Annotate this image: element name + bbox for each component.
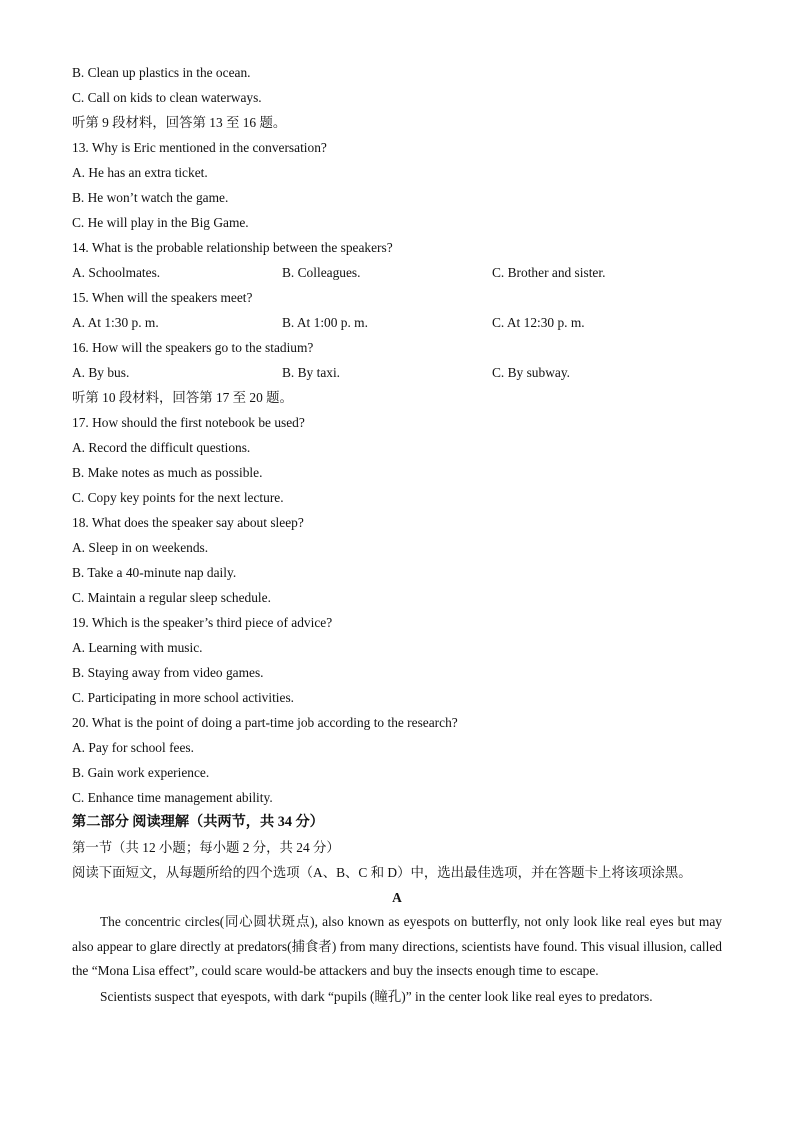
passage-paragraph: The concentric circles(同心圆状斑点), also known as eyespots on butterfly, not only look like real eyes but may also appear to glare directly at predators(捕食者) from many directions, scientists have found. This visual illusion, called the “Mona Lisa effect”, could scare would-be attackers and buy the insects enough time to escape. [72,914,722,979]
question-19: 19. Which is the speaker’s third piece of advice? [72,615,333,630]
option-line: B. Make notes as much as possible. [72,465,263,480]
section-instruction: 听第 9 段材料，回答第 13 至 16 题。 [72,115,287,130]
option-line: B. Gain work experience. [72,765,210,780]
exam-page [72,60,722,1009]
option-line: C. Call on kids to clean waterways. [72,90,262,105]
option-line: A. He has an extra ticket. [72,165,208,180]
reading-instructions: 阅读下面短文，从每题所给的四个选项（A、B、C 和 D）中，选出最佳选项，并在答题卡上将该项涂黑。 [72,865,692,880]
q14-options [72,260,722,285]
option-b: B. At 1:00 p. m. [282,315,368,330]
option-a: A. By bus. [72,365,130,380]
question-13: 13. Why is Eric mentioned in the conversation? [72,140,327,155]
option-line: C. Maintain a regular sleep schedule. [72,590,271,605]
q15-options [72,310,722,335]
option-c: C. By subway. [492,365,570,380]
option-line: C. Participating in more school activities. [72,690,295,705]
option-line: A. Sleep in on weekends. [72,540,209,555]
passage-paragraph: Scientists suspect that eyespots, with dark “pupils (瞳孔)” in the center look like real eyes to predators. [100,988,653,1004]
option-c: C. Brother and sister. [492,265,606,280]
option-line: B. Take a 40-minute nap daily. [72,565,237,580]
passage-label: A [392,890,402,905]
section-instruction: 听第 10 段材料，回答第 17 至 20 题。 [72,390,293,405]
option-line: A. Pay for school fees. [72,740,194,755]
question-17: 17. How should the first notebook be used? [72,415,305,430]
question-20: 20. What is the point of doing a part-time job according to the research? [72,715,458,730]
question-18: 18. What does the speaker say about sleep? [72,515,304,530]
option-line: B. Clean up plastics in the ocean. [72,65,251,80]
option-line: B. He won’t watch the game. [72,190,229,205]
option-line: B. Staying away from video games. [72,665,264,680]
part-two-heading: 第二部分 阅读理解（共两节，共 34 分） [72,814,324,830]
option-line: C. Enhance time management ability. [72,790,273,805]
option-line: A. Record the difficult questions. [72,440,251,455]
option-line: A. Learning with music. [72,640,203,655]
option-b: B. By taxi. [282,365,341,380]
option-line: C. He will play in the Big Game. [72,215,249,230]
question-14: 14. What is the probable relationship between the speakers? [72,240,393,255]
question-16: 16. How will the speakers go to the stadium? [72,340,314,355]
option-c: C. At 12:30 p. m. [492,315,585,330]
option-b: B. Colleagues. [282,265,361,280]
option-line: C. Copy key points for the next lecture. [72,490,284,505]
q16-options [72,360,722,385]
option-a: A. Schoolmates. [72,265,161,280]
section-one-heading: 第一节（共 12 小题；每小题 2 分，共 24 分） [72,840,340,855]
question-15: 15. When will the speakers meet? [72,290,253,305]
option-a: A. At 1:30 p. m. [72,315,159,330]
